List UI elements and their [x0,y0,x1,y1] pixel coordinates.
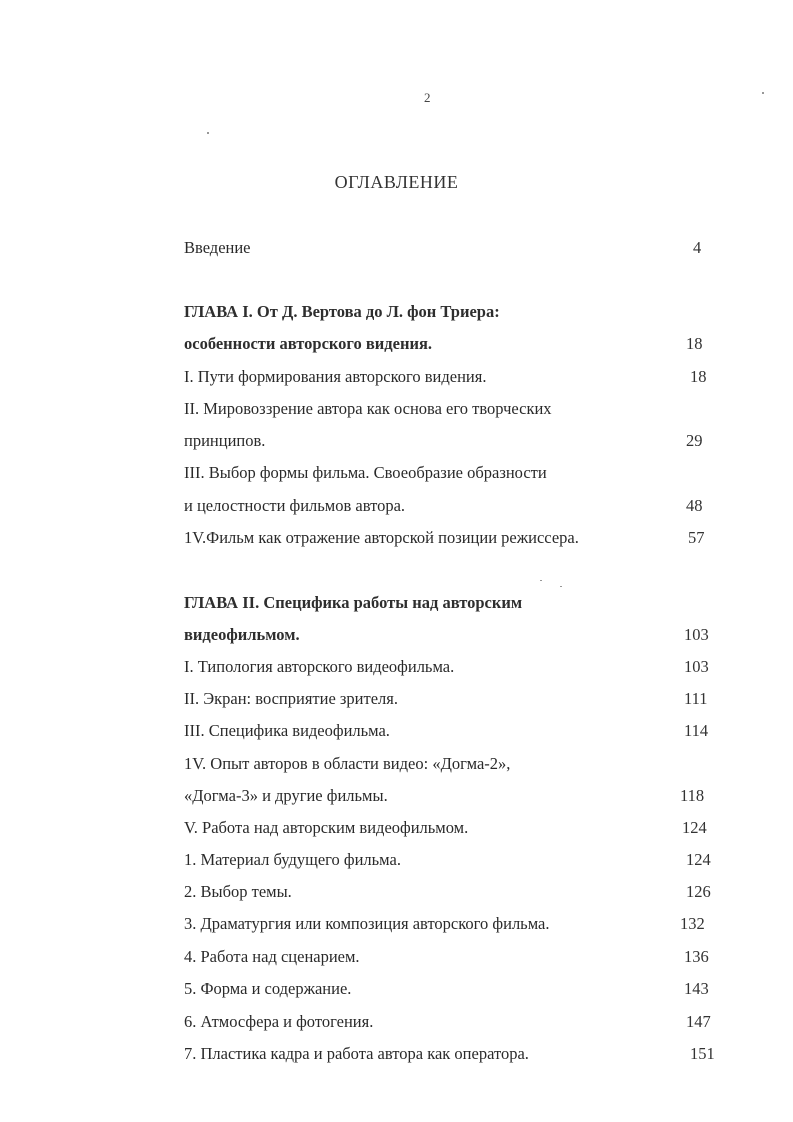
chapter2-section5-page: 124 [682,818,707,837]
chapter2-subsection2-page: 126 [686,882,711,901]
chapter2-section2: II. Экран: восприятие зрителя. [184,689,398,708]
chapter2-section2-page: 111 [684,689,708,708]
scan-speck [762,92,764,94]
chapter2-section3: III. Специфика видеофильма. [184,721,390,740]
chapter1-section1-page: 18 [690,367,707,386]
chapter1-heading-line2: особенности авторского видения. [184,334,433,353]
chapter2-section5: V. Работа над авторским видеофильмом. [184,818,469,837]
intro-label: Введение [184,238,251,257]
scan-speck [540,580,542,581]
scan-speck [207,132,209,134]
chapter2-section1-page: 103 [684,657,709,676]
chapter2-subsection6: 6. Атмосфера и фотогения. [184,1012,374,1031]
chapter2-subsection3: 3. Драматургия или композиция авторского фильма. [184,914,550,933]
chapter1-section4-page: 57 [688,528,705,547]
chapter1-heading-line1: ГЛАВА I. От Д. Вертова до Л. фон Триера: [184,302,500,321]
scan-speck [560,586,562,587]
chapter2-subsection5: 5. Форма и содержание. [184,979,352,998]
chapter1-section4: 1V.Фильм как отражение авторской позиции режиссера. [184,528,579,547]
chapter2-subsection7-page: 151 [690,1044,715,1063]
chapter2-subsection1: 1. Материал будущего фильма. [184,850,401,869]
chapter2-subsection6-page: 147 [686,1012,711,1031]
chapter1-page: 18 [686,334,703,353]
chapter1-section3-line1: III. Выбор формы фильма. Своеобразие образности [184,463,547,482]
chapter2-section1: I. Типология авторского видеофильма. [184,657,455,676]
chapter2-subsection3-page: 132 [680,914,705,933]
intro-page: 4 [693,238,702,257]
chapter2-heading-line1: ГЛАВА II. Специфика работы над авторским [184,593,523,612]
chapter2-section4-line2: «Догма-3» и другие фильмы. [184,786,388,805]
chapter1-section3-page: 48 [686,496,703,515]
chapter2-subsection4-page: 136 [684,947,709,966]
chapter2-heading-line2: видеофильмом. [184,625,300,644]
chapter1-section2-page: 29 [686,431,703,450]
chapter1-section2-line1: II. Мировоззрение автора как основа его творческих [184,399,552,418]
chapter1-section2-line2: принципов. [184,431,266,450]
chapter1-section1: I. Пути формирования авторского видения. [184,367,487,386]
toc-title: ОГЛАВЛЕНИЕ [334,172,459,192]
chapter2-subsection7: 7. Пластика кадра и работа автора как оператора. [184,1044,529,1063]
chapter2-subsection4: 4. Работа над сценарием. [184,947,360,966]
page-number: 2 [424,90,431,105]
chapter2-subsection2: 2. Выбор темы. [184,882,292,901]
chapter2-subsection1-page: 124 [686,850,711,869]
chapter2-section4-line1: 1V. Опыт авторов в области видео: «Догма-2», [184,754,511,773]
chapter1-section3-line2: и целостности фильмов автора. [184,496,406,515]
chapter2-section3-page: 114 [684,721,709,740]
chapter2-section4-page: 118 [680,786,705,805]
chapter2-page: 103 [684,625,709,644]
chapter2-subsection5-page: 143 [684,979,709,998]
